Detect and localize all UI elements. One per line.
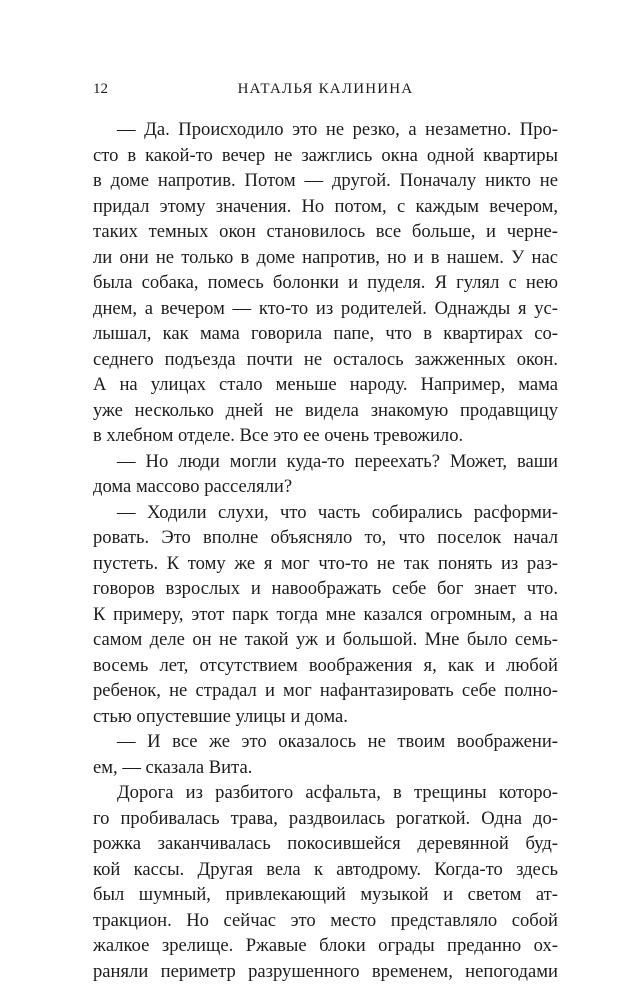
text-line: дома массово расселяли? [93, 476, 293, 497]
text-line: ровать. Это вполне объясняло то, что поселок начал [93, 527, 558, 548]
text-line: тракцион. Но сейчас это место представляло собой [93, 909, 558, 931]
text-line: в доме напротив. Потом — другой. Поначалу никто не [93, 170, 558, 191]
text-line: придал этому значения. Но потом, с каждым вечером, [93, 195, 558, 217]
text-line: ем, — сказала Вита. [93, 756, 253, 778]
text-line: — Но люди могли куда-то переехать? Может, ваши [117, 450, 558, 472]
text-line: ребенок, не страдал и мог нафантазировать себе полно- [93, 680, 558, 701]
text-line: жалкое зрелище. Ржавые блоки ограды преданно ох- [93, 935, 558, 956]
text-line: стью опустевшие улицы и дома. [93, 705, 348, 727]
body-text [93, 117, 558, 984]
text-line: лышал, как мама говорила папе, что в квартирах со- [93, 323, 558, 344]
text-line: кой кассы. Другая вела к автодрому. Когда-то здесь [93, 858, 558, 880]
text-line: — И все же это оказалось не твоим воображени- [117, 731, 558, 752]
text-line: рожка заканчивалась покосившейся деревянной буд- [93, 833, 558, 854]
text-line: в хлебном отделе. Все это ее очень тревожило. [93, 425, 464, 446]
text-line: была собака, помесь болонки и пуделя. Я гулял с нею [93, 272, 558, 293]
running-header [93, 79, 558, 99]
text-line: пустеть. К тому же я мог что-то не так понять из раз- [93, 552, 558, 574]
text-line: седнего подъезда почти не осталось зажженных окон. [93, 348, 558, 370]
text-line: А на улицах стало меньше народу. Например, мама [93, 374, 558, 395]
text-line: восемь лет, отсутствием воображения я, как и любой [93, 654, 558, 676]
text-line: Дорога из разбитого асфальта, в трещины которо- [117, 782, 558, 803]
text-line: ли они не только в доме напротив, но и в нашем. У нас [93, 246, 558, 268]
text-line: — Ходили слухи, что часть собирались расформи- [117, 501, 558, 523]
author-name: НАТАЛЬЯ КАЛИНИНА [237, 81, 414, 97]
text-line: — Да. Происходило это не резко, а незаметно. Про- [117, 119, 558, 140]
text-line: сто в какой-то вечер не зажглись окна одной квартиры [93, 144, 558, 166]
text-line: К примеру, этот парк тогда мне казался огромным, а на [93, 603, 558, 625]
text-line: го пробивалась трава, раздвоилась рогаткой. Одна до- [93, 807, 558, 829]
text-line: уже несколько дней не видела знакомую продавщицу [93, 399, 558, 421]
page-number: 12 [93, 81, 108, 97]
text-line: говоров взрослых и навоображать себе бог знает что. [93, 578, 558, 599]
text-line: днем, а вечером — кто-то из родителей. Однажды я ус- [93, 297, 558, 319]
text-line: таких темных окон становилось все больше, и черне- [93, 221, 558, 242]
text-line: самом деле он не такой уж и большой. Мне было семь- [93, 629, 558, 650]
text-line: раняли периметр разрушенного временем, непогодами [93, 960, 558, 982]
text-line: был шумный, привлекающий музыкой и светом ат- [93, 884, 558, 905]
